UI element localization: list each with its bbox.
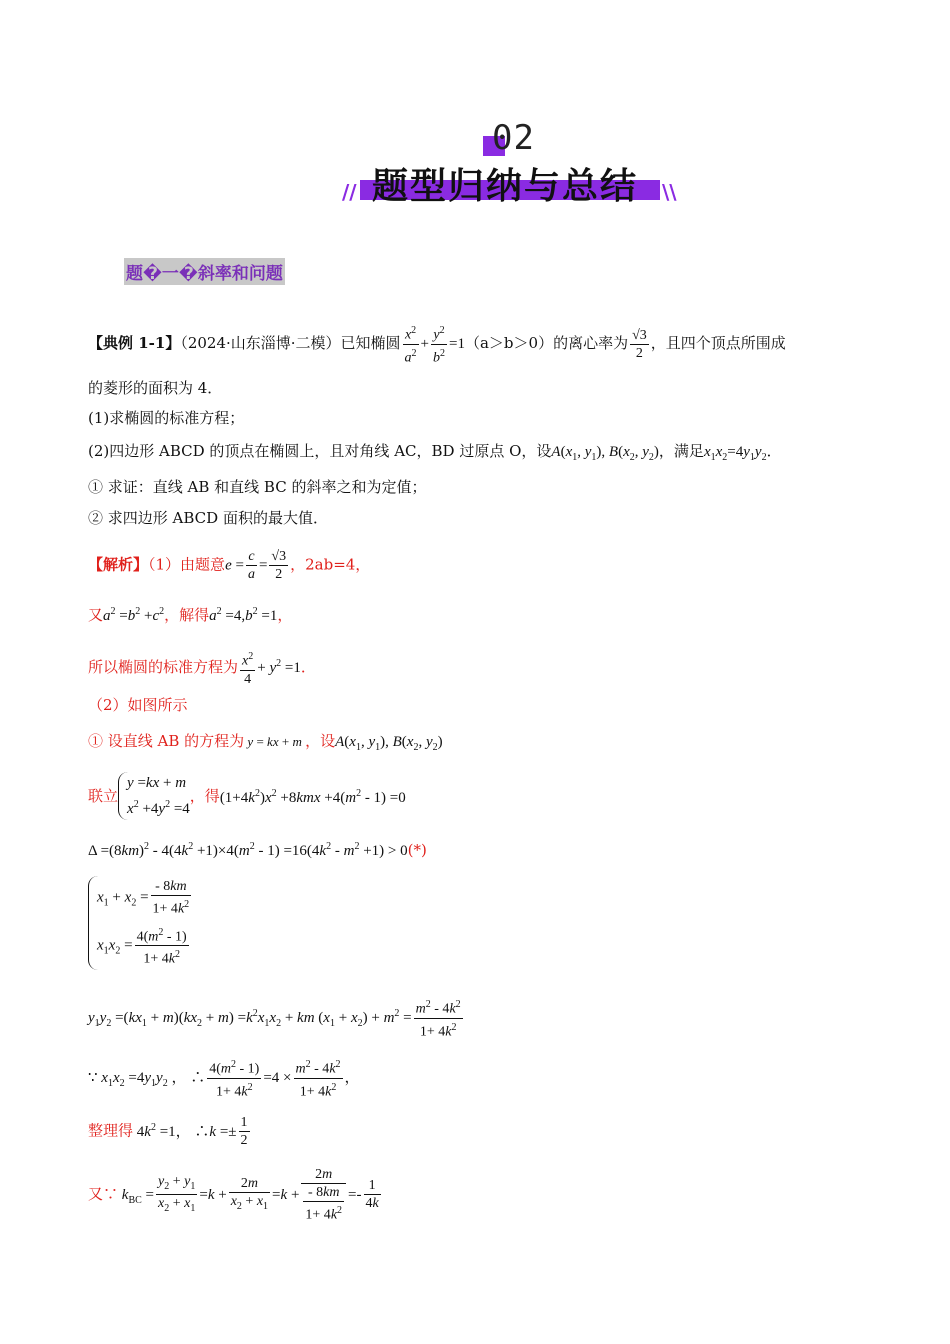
solution-step-5b: ，设 [305,732,336,750]
question-2-cond: ，满足 [658,442,704,460]
nested-fraction: $\frac{2m}{\frac{- 8km}{1+ 4k^2}}$ [301,1166,346,1224]
section-number: 02 [492,118,535,158]
solution-step-5a: ① 设直线 AB 的方程为 [88,732,245,750]
problem-condition: （a＞b＞0）的离心率为 [464,334,629,353]
question-1: (1)求椭圆的标准方程； [88,409,245,427]
solution-step-2c: ， [277,606,293,624]
problem-line-2: 的菱形的面积为 4． [88,379,223,397]
question-2-part-1: ① 求证：直线 AB 和直线 BC 的斜率之和为定值； [88,478,427,496]
solution-line-2: 又$a^2 =b^2 +c^2$，解得$a^2 =4,b^2 =1$， [88,606,293,624]
solution-step-11a: 又∵ [88,1184,119,1203]
solution-step-10a: 整理得 [88,1121,134,1140]
question-2-text: (2)四边形 ABCD 的顶点在椭圆上，且对角线 AC，BD 过原点 O，设 [88,442,552,460]
star-mark: (*) [407,841,427,859]
problem-condition-2: ，且四个顶点所围成 [650,334,786,353]
deco-slash-left: // [342,180,357,204]
vieta-system: $x_1 + x_2$ = $\frac{- 8km}{1+ 4k^2}$ $x_1x_2$ = $\frac{4(m^2 - 1)}{1+ 4k^2}$ [88,876,193,970]
solution-line-12: 又∵ $k_{BC}$ = $\frac{y_2 + y_1}{x_2 + x_1}$ =k + $\frac{2m}{x_2 + x_1}$ =k + $\frac{2m}{\frac{- 8km}{1+ 4k^2}}$ =- $\frac{1}{4k}$ [88,1167,379,1223]
solution-line-1: 【解析】（1）由题意e = $\frac{c}{a}$ = $\frac{√3}{2}$ ，2ab=4， [88,549,371,582]
root3-over-2: $\frac{√3}{2}$ [271,549,287,582]
final-fraction: $\frac{1}{4k}$ [365,1178,379,1212]
solution-line-6: 联立 y =kx + m $x^2 +4y^2 =4$ ，得$(1+4k^2)x^2 +8kmx +4(m^2 - 1) =0$ [88,772,406,820]
solution-line-7: $\Delta =(8km)^2 - 4(4k^2 +1)\times 4(m^2 - 1) =16(4k^2 - m^2 +1) > 0(*)$ [88,841,427,859]
solution-line-5: ① 设直线 AB 的方程为 y = kx + m ，设$A(x_1$, $y_1$), $B(x_2$, $y_2$) [88,732,443,753]
kbc-fraction: $\frac{y_2 + y_1}{x_2 + x_1}$ [158,1173,196,1215]
solution-line-4: （2）如图所示 [88,696,188,714]
problem-tag: 【典例 1-1】 [88,334,181,353]
x2-over-4: $\frac{x^2}{4}$ [240,648,255,688]
solution-step-3a: 所以椭圆的标准方程为 [88,657,239,676]
solution-step-1b: ，2ab=4， [290,555,371,574]
question-2-part-2: ② 求四边形 ABCD 面积的最大值． [88,509,328,527]
c-over-a: $\frac{c}{a}$ [247,549,255,582]
section-title-text: 题�一�斜率和问题 [126,264,283,284]
solution-line-8 [88,876,193,970]
solution-step-3b: ． [300,657,316,676]
solution-tag: 【解析】 [88,555,149,574]
product-condition: $x_1x_2=4y_1y_2$． [703,444,782,463]
solution-step-2a: 又 [88,606,104,624]
solution-line-3: 所以椭圆的标准方程为 $\frac{x^2}{4}$ + $y^2 =1$． [88,648,316,688]
solution-line-10: ∵ $x_1x_2 =4y_1y_2$ ， ∴ $\frac{4(m^2 - 1)}{1+ 4k^2}$ =4 × $\frac{m^2 - 4k^2}{1+ 4k^2}$ ， [88,1056,360,1100]
half-fraction: $\frac{1}{2}$ [240,1115,248,1148]
solution-step-6a: 联立 [88,787,119,805]
header-banner [340,118,680,214]
question-2 [88,441,782,468]
2m-fraction: $\frac{2m}{x_2 + x_1}$ [230,1175,269,1212]
solution-step-1: （1）由题意 [148,555,226,574]
section-title [124,258,285,285]
problem-line-1: 【典例 1-1】（2024·山东淄博·二模）已知椭圆 $\frac{x^2}{a^2}$ + $\frac{y^2}{b^2}$ =1（a＞b＞0）的离心率为 $\frac{√3}{2}$ ，且四个顶点所围成 [88,322,786,366]
solution-line-9: $y_1y_2 =(kx_1 + m)(kx_2 + m) =k^2x_1x_2$ + km $(x_1 + x_2) + m^2$ = $\frac{m^2 - 4k^2}{1+ 4k^2}$ [88,996,465,1040]
problem-source: （2024·山东淄博·二模）已知椭圆 [180,334,401,353]
solution-step-2b: ，解得 [164,606,210,624]
ellipse-x-term: $\frac{x^2}{a^2}$ [403,322,419,366]
eccentricity-value: $\frac{√3}{2}$ [632,327,647,361]
y1y2-result: $\frac{m^2 - 4k^2}{1+ 4k^2}$ [414,996,463,1040]
lhs-fraction: $\frac{4(m^2 - 1)}{1+ 4k^2}$ [207,1056,261,1100]
page-title: 题型归纳与总结 [372,166,639,207]
deco-slash-right: \\ [662,180,677,204]
solution-step-6b: ，得 [189,787,220,805]
solution-line-11: 整理得 $4k^2 =1$， ∴k =± $\frac{1}{2}$ [88,1115,248,1148]
points-ab: $A(x_1$, $y_1$), $B(x_2$, $y_2$) [551,444,659,463]
ellipse-y-term: $\frac{y^2}{b^2}$ [431,322,447,366]
rhs-fraction: $\frac{m^2 - 4k^2}{1+ 4k^2}$ [294,1056,343,1100]
system-equations: y =kx + m $x^2 +4y^2 =4$ [118,772,190,820]
